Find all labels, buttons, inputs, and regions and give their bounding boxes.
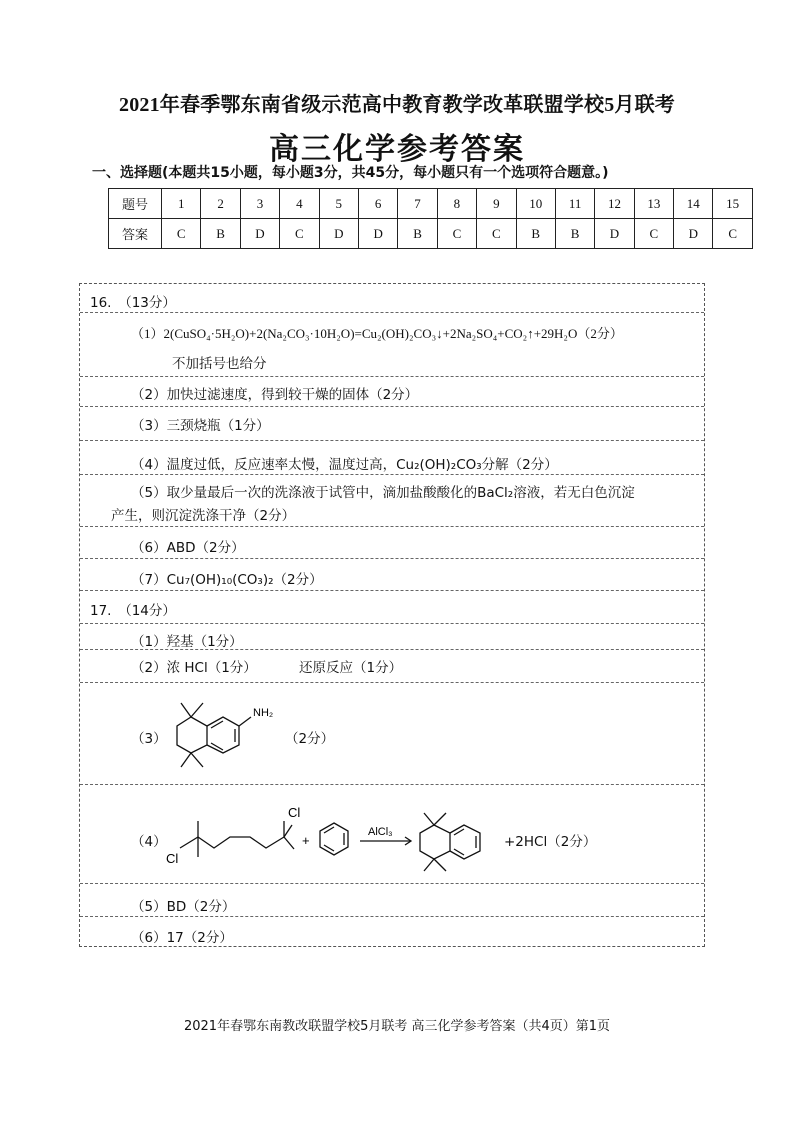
q16-part3 [80, 407, 704, 441]
q17-p2-text-b: 还原反应（1分） [299, 660, 403, 676]
question-number-cell: 3 [240, 189, 279, 219]
q16-p7-text: （7）Cu₇(OH)₁₀(CO₃)₂（2分） [131, 572, 323, 588]
q17-part2 [80, 650, 704, 683]
q16-p5-text-b: 产生，则沉淀洗涤干净（2分） [111, 508, 296, 524]
q16-p4-text: （4）温度过低，反应速率太慢，温度过高，Cu₂(OH)₂CO₃分解（2分） [131, 457, 558, 473]
q17-part5 [80, 884, 704, 917]
answer-details-box [79, 283, 705, 947]
answer-cell: C [477, 219, 516, 249]
answer-cell: B [516, 219, 555, 249]
q17-label: 17. （14分） [90, 603, 176, 619]
catalyst-label: AlCl₃ [368, 826, 393, 838]
q17-part3 [80, 683, 704, 785]
answer-cell: B [398, 219, 437, 249]
q17-p3-prefix: （3） [131, 731, 167, 747]
q17-header [80, 591, 704, 624]
question-number-cell: 6 [358, 189, 397, 219]
answer-cell: C [634, 219, 673, 249]
question-number-cell: 8 [437, 189, 476, 219]
question-number-cell: 11 [555, 189, 594, 219]
q16-p6-text: （6）ABD（2分） [131, 540, 245, 556]
question-number-cell: 14 [674, 189, 713, 219]
q16-p5-text-a: （5）取少量最后一次的洗涤液于试管中，滴加盐酸酸化的BaCl₂溶液，若无白色沉淀 [131, 485, 635, 501]
q16-p3-text: （3）三颈烧瓶（1分） [131, 418, 270, 434]
question-number-cell: 7 [398, 189, 437, 219]
q17-part1 [80, 624, 704, 650]
q16-label: 16. （13分） [90, 295, 176, 311]
question-number-cell: 10 [516, 189, 555, 219]
answer-cell: C [280, 219, 319, 249]
question-number-cell: 13 [634, 189, 673, 219]
q17-p6-text: （6）17（2分） [131, 930, 233, 946]
nh2-label: NH₂ [253, 707, 274, 719]
question-number-cell: 15 [713, 189, 752, 219]
q17-p2-text-a: （2）浓 HCl（1分） [131, 660, 257, 676]
q16-header [80, 284, 704, 313]
tetramethyl-tetrahydronaphthylamine-structure [165, 689, 285, 779]
answer-cell: B [555, 219, 594, 249]
answer-key-title: 高三化学参考答案 [269, 132, 525, 167]
answer-cell: D [319, 219, 358, 249]
q16-p1-note: 不加括号也给分 [172, 356, 267, 372]
row-label-question: 题号 [109, 189, 162, 219]
row-label-answer: 答案 [109, 219, 162, 249]
q17-part4 [80, 785, 704, 884]
question-number-row [109, 189, 753, 219]
q17-p4-product: +2HCl（2分） [504, 834, 597, 850]
plus-sign: + [302, 833, 310, 848]
answer-cell: D [358, 219, 397, 249]
q16-p2-text: （2）加快过滤速度，得到较干燥的固体（2分） [131, 387, 419, 403]
cl-label-right: Cl [288, 805, 301, 820]
question-number-cell: 9 [477, 189, 516, 219]
q17-part6 [80, 917, 704, 948]
q16-part1 [80, 313, 704, 377]
q17-p5-text: （5）BD（2分） [131, 899, 236, 915]
reaction-scheme [162, 793, 502, 877]
q17-p3-score: （2分） [285, 731, 335, 747]
q16-part5 [80, 475, 704, 527]
page-footer: 2021年春鄂东南教改联盟学校5月联考 高三化学参考答案（共4页）第1页 [183, 1019, 611, 1034]
answer-cell: D [595, 219, 634, 249]
q17-p4-prefix: （4） [131, 834, 167, 850]
exam-title: 2021年春季鄂东南省级示范高中教育教学改革联盟学校5月联考 [119, 94, 675, 116]
question-number-cell: 2 [201, 189, 240, 219]
question-number-cell: 5 [319, 189, 358, 219]
question-number-cell: 4 [280, 189, 319, 219]
answer-cell: B [201, 219, 240, 249]
q16-part2 [80, 377, 704, 407]
answer-cell: C [162, 219, 201, 249]
answer-table [108, 188, 753, 249]
question-number-cell: 1 [162, 189, 201, 219]
question-number-cell: 12 [595, 189, 634, 219]
answer-row [109, 219, 753, 249]
answer-cell: C [713, 219, 752, 249]
q17-p1-text: （1）羟基（1分） [131, 634, 243, 650]
section-heading-choice: 一、选择题(本题共15小题，每小题3分，共45分，每小题只有一个选项符合题意。) [92, 165, 609, 181]
q16-p1-equation: （1）2(CuSO₄·5H₂O)+2(Na₂CO₃·10H₂O)=Cu₂(OH)₂CO₃↓+2Na₂SO₄+CO₂↑+29H₂O（2分） [131, 326, 623, 341]
q16-part4 [80, 441, 704, 475]
answer-cell: D [240, 219, 279, 249]
answer-cell: C [437, 219, 476, 249]
q16-part6 [80, 527, 704, 559]
q16-part7 [80, 559, 704, 591]
answer-cell: D [674, 219, 713, 249]
cl-label-left: Cl [166, 851, 179, 866]
